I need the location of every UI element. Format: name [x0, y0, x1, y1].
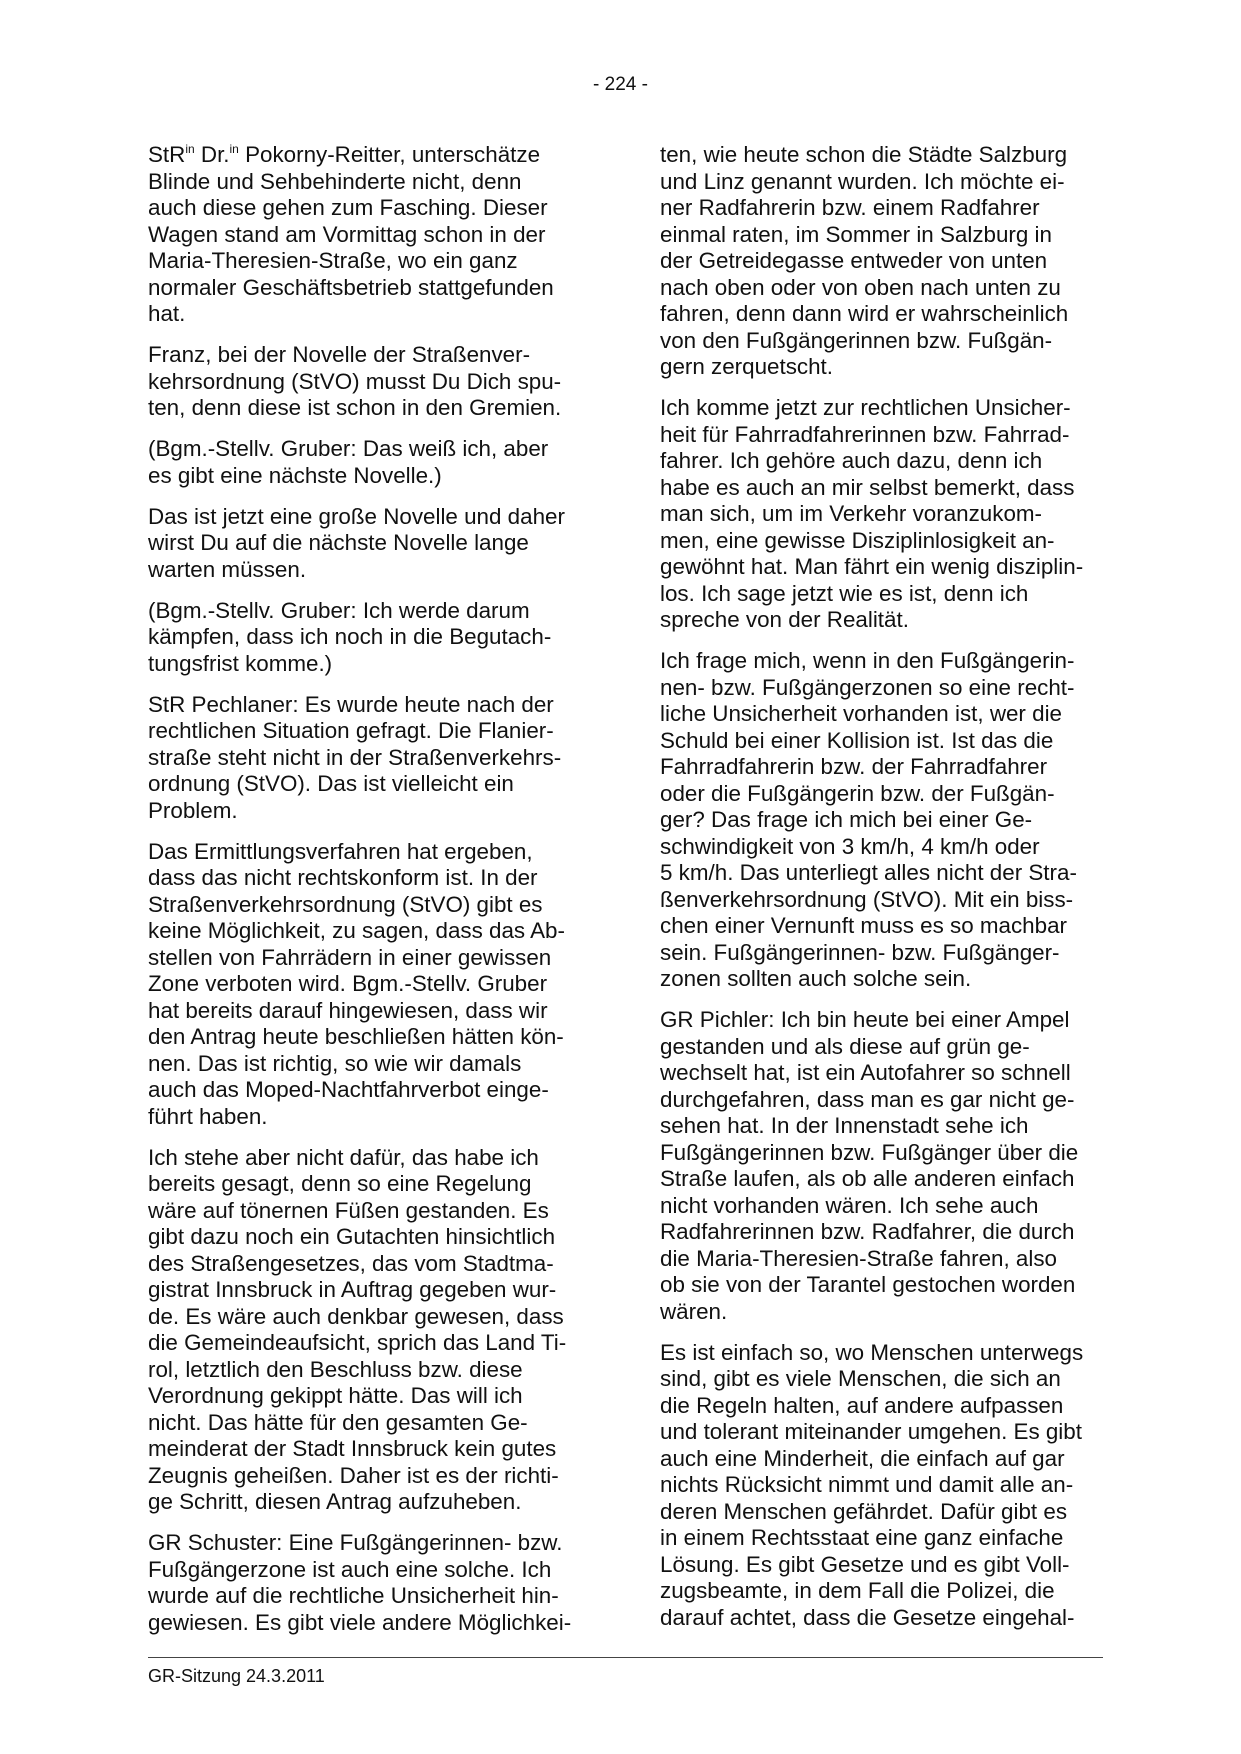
text-line: gistrat Innsbruck in Auftrag gegeben wur- [148, 1277, 557, 1302]
text-line: GR Pichler: Ich bin heute bei einer Ampel [660, 1007, 1070, 1032]
text-line: Ich komme jetzt zur rechtlichen Unsicher- [660, 395, 1071, 420]
text-line: Franz, bei der Novelle der Straßenver- [148, 342, 531, 367]
text-line: ordnung (StVO). Das ist vielleicht ein [148, 771, 514, 796]
text-line: Das ist jetzt eine große Novelle und daher [148, 503, 565, 529]
text-line: nen- bzw. Fußgängerzonen so eine recht- [660, 674, 1075, 700]
text-line: tungsfrist komme.) [148, 650, 333, 676]
text-line: Fußgängerinnen bzw. Fußgänger über die [660, 1139, 1079, 1165]
text-line: die Gemeindeaufsicht, sprich das Land Ti- [148, 1330, 567, 1355]
text-line: zonen sollten auch solche sein. [660, 966, 972, 991]
text-line: die Regeln halten, auf andere aufpassen [660, 1392, 1064, 1418]
text-line: ten, wie heute schon die Städte Salzburg [660, 142, 1068, 167]
text-line: habe es auch an mir selbst bemerkt, dass [660, 474, 1075, 500]
text-line: de. Es wäre auch denkbar gewesen, dass [148, 1303, 564, 1329]
text-line: GR Schuster: Eine Fußgängerinnen- bzw. [148, 1530, 563, 1555]
text-line: Fahrradfahrerin bzw. der Fahrradfahrer [660, 754, 1048, 779]
page-number: - 224 - [593, 74, 648, 95]
text-line: auch diese gehen zum Fasching. Dieser [148, 195, 548, 220]
text-line: des Straßengesetzes, das vom Stadtma- [148, 1250, 554, 1276]
text-line: kämpfen, dass ich noch in die Begutach- [148, 624, 552, 649]
footer-text: GR-Sitzung 24.3.2011 [148, 1666, 325, 1686]
text-line: zugsbeamte, in dem Fall die Polizei, die [660, 1578, 1055, 1603]
paragraph [660, 1340, 1115, 1632]
text-line: nicht. Das hätte für den gesamten Ge- [148, 1409, 528, 1435]
text-line: StR Pechlaner: Es wurde heute nach der [148, 691, 554, 717]
text-line: Maria-Theresien-Straße, wo ein ganz [148, 248, 518, 273]
text-line: Straße laufen, als ob alle anderen einfach [660, 1166, 1075, 1191]
text-line: wurde auf die rechtliche Unsicherheit hin- [148, 1583, 559, 1608]
paragraph [660, 1007, 1115, 1325]
text-line: wäre auf tönernen Füßen gestanden. Es [148, 1197, 549, 1223]
text-line: durchgefahren, dass man es gar nicht ge- [660, 1086, 1075, 1112]
text-line: straße steht nicht in der Straßenverkehrs- [148, 744, 562, 770]
text-line: und Linz genannt wurden. Ich möchte ei- [660, 168, 1065, 194]
text-line: auch das Moped-Nachtfahrverbot einge- [148, 1077, 549, 1102]
text-line: man sich, um im Verkehr voranzukom- [660, 501, 1043, 526]
text-line: ner Radfahrerin bzw. einem Radfahrer [660, 195, 1040, 220]
paragraph [148, 598, 603, 678]
text-line: hat. [148, 301, 186, 326]
text-line: fahren, denn dann wird er wahrscheinlich [660, 301, 1069, 326]
paragraph [660, 648, 1115, 993]
text-line: keine Möglichkeit, zu sagen, dass das Ab- [148, 918, 565, 943]
text-line: der Getreidegasse entweder von unten [660, 248, 1048, 273]
text-line: 5 km/h. Das unterliegt alles nicht der Stra- [660, 860, 1077, 885]
text-line: meinderat der Stadt Innsbruck kein gutes [148, 1436, 557, 1461]
superscript: in [229, 142, 239, 156]
text-line: die Maria-Theresien-Straße fahren, also [660, 1245, 1057, 1271]
text-line: dass das nicht rechtskonform ist. In der [148, 865, 538, 890]
text-line: gern zerquetscht. [660, 354, 834, 379]
text-line: gibt dazu noch ein Gutachten hinsichtlich [148, 1224, 556, 1249]
text-line: (Bgm.-Stellv. Gruber: Das weiß ich, aber [148, 436, 549, 461]
paragraph [148, 436, 603, 489]
text-line: los. Ich sage jetzt wie es ist, denn ich [660, 580, 1029, 606]
text-line: nichts Rücksicht nimmt und damit alle an- [660, 1472, 1074, 1497]
text-line: liche Unsicherheit vorhanden ist, wer die [660, 701, 1062, 726]
text-line: heit für Fahrradfahrerinnen bzw. Fahrrad- [660, 421, 1070, 447]
text-line: Ich frage mich, wenn in den Fußgängerin- [660, 648, 1075, 673]
text-line: nicht vorhanden wären. Ich sehe auch [660, 1192, 1039, 1218]
text-line: men, eine gewisse Disziplinlosigkeit an- [660, 527, 1055, 553]
paragraph [148, 342, 603, 422]
text-line: (Bgm.-Stellv. Gruber: Ich werde darum [148, 597, 530, 623]
paragraph [148, 1530, 603, 1636]
text-line: Fußgängerzone ist auch eine solche. Ich [148, 1556, 552, 1582]
right-column [660, 142, 1115, 1646]
text-line: Verordnung gekippt hätte. Das will ich [148, 1383, 523, 1408]
text-line: gewiesen. Es gibt viele andere Möglichkei- [148, 1609, 572, 1635]
text-line: den Antrag heute beschließen hätten kön- [148, 1024, 564, 1049]
paragraph [148, 504, 603, 584]
text-line: schwindigkeit von 3 km/h, 4 km/h oder [660, 833, 1040, 859]
paragraph [660, 395, 1115, 634]
text-line: Radfahrerinnen bzw. Radfahrer, die durch [660, 1219, 1075, 1244]
text-line: spreche von der Realität. [660, 607, 909, 632]
text-line: ge Schritt, diesen Antrag aufzuheben. [148, 1489, 522, 1514]
text-line: fahrer. Ich gehöre auch dazu, denn ich [660, 448, 1043, 473]
text-line: gewöhnt hat. Man fährt ein wenig disziplin- [660, 554, 1084, 579]
footer-rule [148, 1657, 1103, 1658]
text-line: führt haben. [148, 1103, 268, 1129]
text-line: ten, denn diese ist schon in den Gremien. [148, 395, 562, 420]
text-line: bereits gesagt, denn so eine Regelung [148, 1171, 532, 1196]
text-line: sind, gibt es viele Menschen, die sich an [660, 1366, 1061, 1391]
left-column-paragraphs [148, 342, 603, 1636]
text-line: Schuld bei einer Kollision ist. Ist das die [660, 727, 1054, 753]
text-line: hat bereits darauf hingewiesen, dass wir [148, 997, 548, 1023]
text-line: Problem. [148, 797, 238, 823]
text-line: warten müssen. [148, 556, 307, 582]
paragraph [148, 1145, 603, 1516]
paragraph [660, 142, 1115, 381]
text-line: es gibt eine nächste Novelle.) [148, 462, 442, 488]
text-line: darauf achtet, dass die Gesetze eingehal- [660, 1604, 1075, 1630]
text-line: rechtlichen Situation gefragt. Die Flanier- [148, 718, 554, 743]
text-line: von den Fußgängerinnen bzw. Fußgän- [660, 327, 1053, 353]
text-line: auch eine Minderheit, die einfach auf gar [660, 1445, 1065, 1471]
text-line: StR$^{in}$ Dr.$^{in}$ Pokorny-Reitter, unterschätze [148, 142, 541, 167]
text-line: wirst Du auf die nächste Novelle lange [148, 530, 529, 555]
text-line: wären. [660, 1298, 728, 1324]
left-column [148, 142, 603, 1651]
text-line: gestanden und als diese auf grün ge- [660, 1033, 1030, 1059]
text-line: einmal raten, im Sommer in Salzburg in [660, 221, 1052, 247]
text-line: ob sie von der Tarantel gestochen worden [660, 1272, 1076, 1297]
text-line: oder die Fußgängerin bzw. der Fußgän- [660, 780, 1055, 806]
text-line: Zeugnis geheißen. Daher ist es der richti- [148, 1462, 559, 1488]
text-line: Blinde und Sehbehinderte nicht, denn [148, 168, 522, 194]
paragraph [148, 839, 603, 1131]
text-line: rol, letztlich den Beschluss bzw. diese [148, 1356, 523, 1382]
text-line: nen. Das ist richtig, so wie wir damals [148, 1050, 522, 1076]
text-line: normaler Geschäftsbetrieb stattgefunden [148, 274, 554, 300]
text-line: ßenverkehrsordnung (StVO). Mit ein biss- [660, 886, 1074, 912]
text-line: sein. Fußgängerinnen- bzw. Fußgänger- [660, 939, 1060, 965]
paragraph [148, 692, 603, 825]
text-line: Es ist einfach so, wo Menschen unterwegs [660, 1339, 1084, 1365]
text-line: Straßenverkehrsordnung (StVO) gibt es [148, 891, 543, 917]
text-line: nach oben oder von oben nach unten zu [660, 274, 1061, 300]
text-line: wechselt hat, ist ein Autofahrer so schnell [660, 1060, 1071, 1085]
text-line: Wagen stand am Vormittag schon in der [148, 221, 546, 247]
text-line: Lösung. Es gibt Gesetze und es gibt Voll- [660, 1551, 1070, 1577]
text-line: Das Ermittlungsverfahren hat ergeben, [148, 838, 533, 864]
text-line: sehen hat. In der Innenstadt sehe ich [660, 1113, 1029, 1138]
text-line: kehrsordnung (StVO) musst Du Dich spu- [148, 368, 562, 394]
text-line: Ich stehe aber nicht dafür, das habe ich [148, 1144, 539, 1170]
text-line: deren Menschen gefährdet. Dafür gibt es [660, 1498, 1068, 1524]
text-line: Zone verboten wird. Bgm.-Stellv. Gruber [148, 971, 548, 996]
text-line: in einem Rechtsstaat eine ganz einfache [660, 1525, 1064, 1550]
text-line: stellen von Fahrrädern in einer gewissen [148, 944, 552, 970]
text-line: und tolerant miteinander umgehen. Es gibt [660, 1419, 1082, 1444]
paragraph [148, 142, 603, 328]
text-line: ger? Das frage ich mich bei einer Ge- [660, 807, 1033, 832]
text-line: chen einer Vernunft muss es so machbar [660, 913, 1067, 938]
superscript: in [185, 142, 195, 156]
